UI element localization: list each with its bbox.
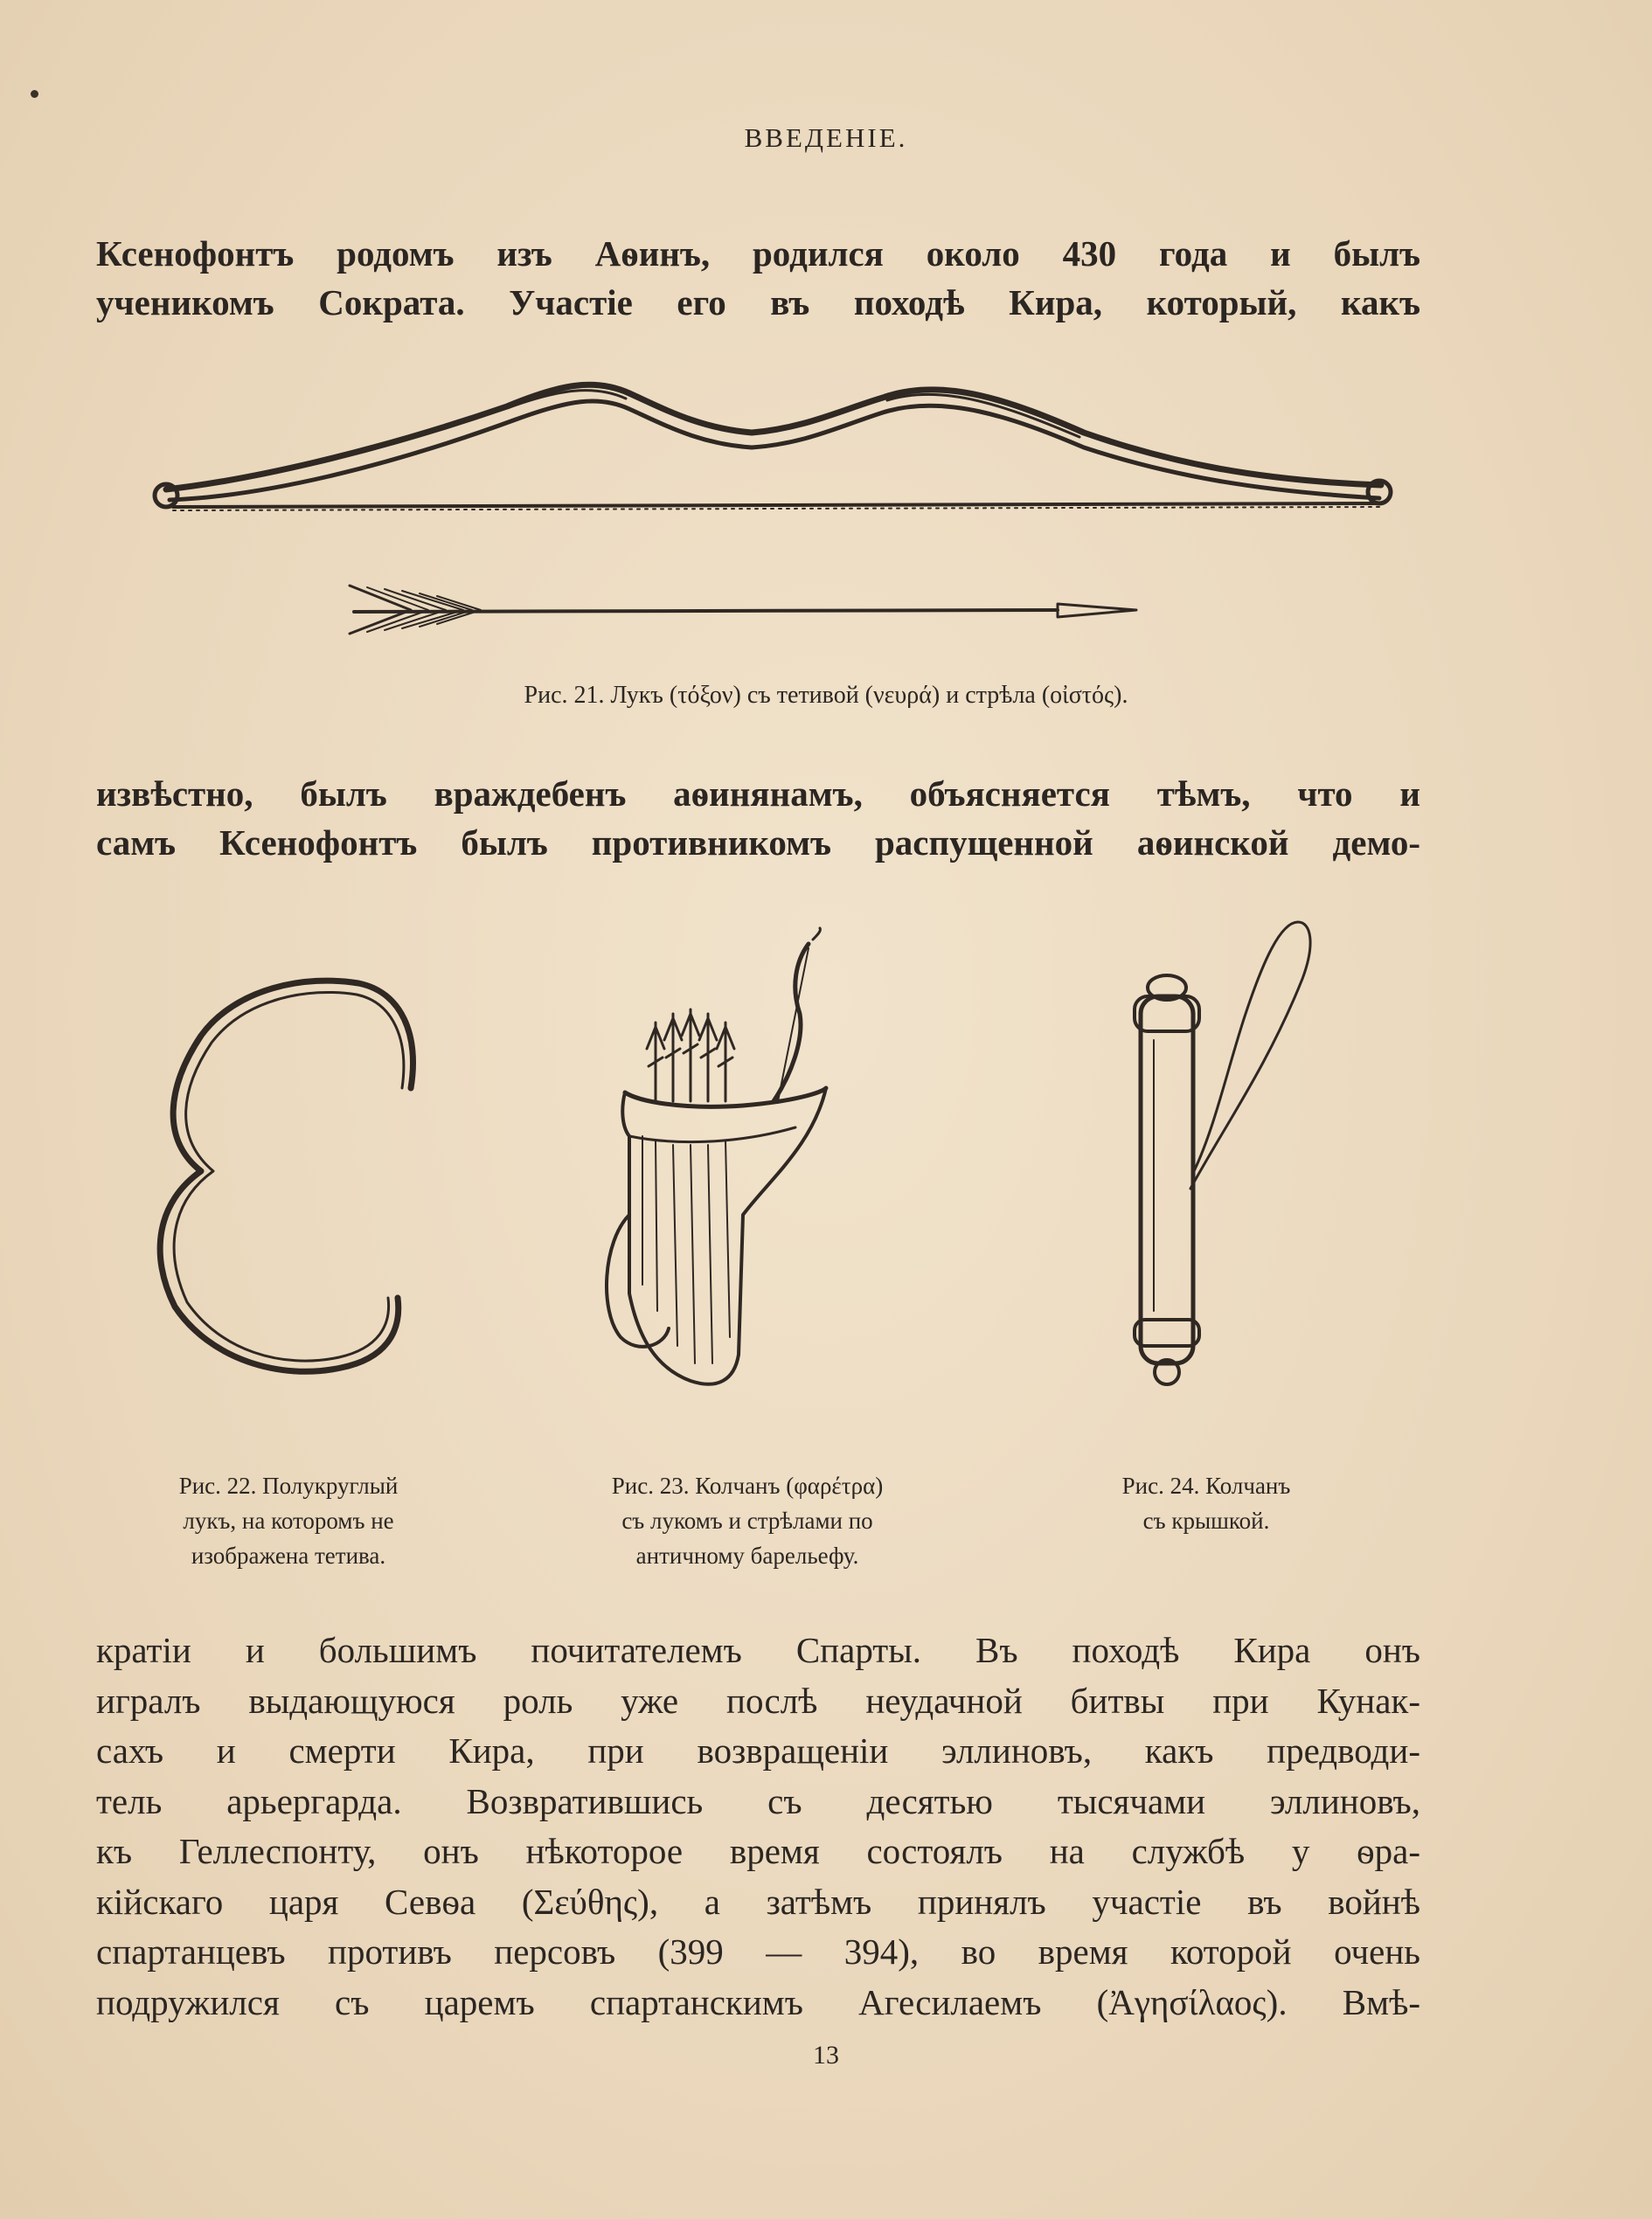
text-line: самъ Ксенофонтъ былъ противникомъ распущенной аѳинской демо- — [96, 822, 1420, 863]
quiver-with-bow-illustration — [603, 926, 883, 1398]
text-line: къ Геллеспонту, онъ нѣкоторое время состоялъ на службѣ у ѳра- — [96, 1831, 1420, 1871]
intro-paragraph — [96, 229, 1420, 327]
figure-21-caption: Рис. 21. Лукъ (τόξον) съ тетивой (νευρά) и стрѣла (οἰστός). — [524, 682, 1128, 709]
caption-line: лукъ, на которомъ не — [183, 1508, 394, 1534]
page-header: ВВЕДЕНІЕ. — [744, 122, 908, 153]
caption-line: Рис. 22. Полукруглый — [178, 1473, 399, 1499]
middle-paragraph — [96, 769, 1420, 867]
semicircular-bow-illustration — [140, 966, 428, 1394]
page-number: 13 — [813, 2041, 839, 2070]
text-line: ученикомъ Сократа. Участіе его въ походѣ Кира, который, какъ — [96, 282, 1420, 322]
caption-line: Рис. 23. Колчанъ (φαρέτρα) — [611, 1473, 884, 1499]
text-line: спартанцевъ противъ персовъ (399 — 394), во время которой очень — [96, 1931, 1420, 1972]
text-line: подружился съ царемъ спартанскимъ Агесилаемъ (Ἀγησίλαος). Вмѣ- — [96, 1981, 1420, 2022]
caption-line: Рис. 24. Колчанъ — [1121, 1473, 1291, 1499]
text-line: Ксенофонтъ родомъ изъ Аѳинъ, родился около 430 года и былъ — [96, 233, 1420, 274]
figure-23-caption — [511, 1468, 983, 1573]
text-line: кійскаго царя Севѳа (Σεύθης), а затѣмъ принялъ участіе въ войнѣ — [96, 1881, 1420, 1922]
ink-spot — [31, 90, 38, 98]
text-line: кратіи и большимъ почитателемъ Спарты. Въ походѣ Кира онъ — [96, 1630, 1420, 1670]
figure-22-caption — [87, 1468, 489, 1573]
caption-line: съ крышкой. — [1142, 1508, 1270, 1534]
bow-and-arrow-illustration — [140, 350, 1407, 638]
caption-line: изображена тетива. — [191, 1543, 386, 1569]
caption-line: съ лукомъ и стрѣлами по — [621, 1508, 873, 1534]
quiver-with-lid-illustration — [1093, 909, 1355, 1398]
text-line: извѣстно, былъ враждебенъ аѳинянамъ, объясняется тѣмъ, что и — [96, 773, 1420, 814]
figure-24-caption — [1014, 1468, 1399, 1538]
caption-line: античному барельефу. — [635, 1543, 859, 1569]
text-line: тель арьергарда. Возвратившись съ десятью тысячами эллиновъ, — [96, 1780, 1420, 1821]
body-paragraph — [96, 1626, 1420, 2028]
text-line: игралъ выдающуюся роль уже послѣ неудачной битвы при Кунак- — [96, 1680, 1420, 1721]
text-line: сахъ и смерти Кира, при возвращеніи эллиновъ, какъ предводи- — [96, 1730, 1420, 1771]
